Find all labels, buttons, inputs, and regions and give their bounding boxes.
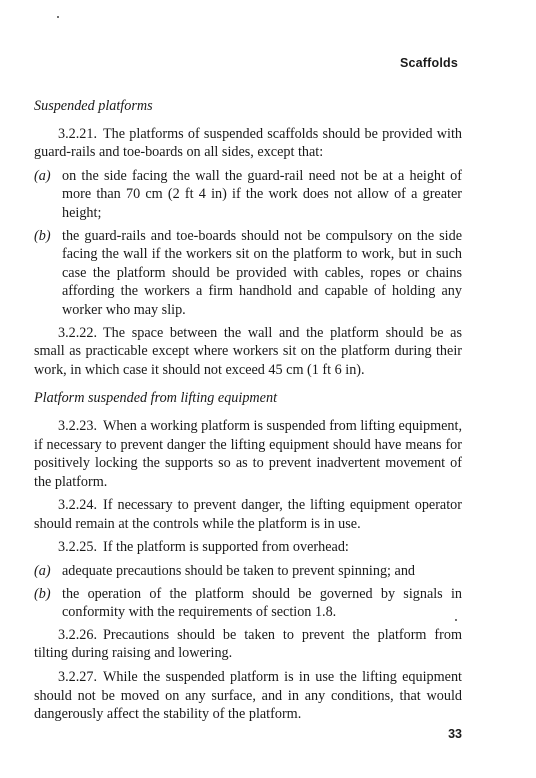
clause-text: The platforms of suspended scaffolds should be provided with guard-rails and toe-boards on all sides, except that:	[34, 125, 462, 161]
clause-text: While the suspended platform is in use the lifting equipment should not be moved on any surface, and in any conditions, that would dangerously affect the stability of the platform.	[34, 669, 462, 723]
item-text: adequate precautions should be taken to prevent spinning; and	[62, 563, 416, 580]
list-item	[34, 167, 462, 223]
list-item	[34, 585, 462, 622]
clause-text: When a working platform is suspended from lifting equipment, if necessary to prevent danger the lifting equipment should have means for positively locking the supports so as to prevent inadvertent movement of the platform.	[34, 417, 462, 490]
list-item	[34, 562, 462, 581]
clause-3-2-25	[34, 538, 462, 557]
clause-3-2-22	[34, 324, 462, 380]
print-speck	[57, 16, 59, 18]
item-label: (b)	[34, 227, 51, 244]
clause-number: 3.2.25.	[58, 539, 98, 556]
item-text: on the side facing the wall the guard-rail need not be at a height of more than 70 cm (2 ft 4 in) if the work does not allow of a greater height;	[62, 167, 462, 221]
clause-number: 3.2.21.	[58, 125, 98, 142]
clause-3-2-27	[34, 668, 462, 724]
clause-text: The space between the wall and the platform should be as small as practicable except where workers sit on the platform during their work, in which case it should not exceed 45 cm (1 ft 6 in).	[34, 324, 462, 378]
clause-number: 3.2.23.	[58, 417, 98, 434]
page-number: 33	[448, 727, 462, 741]
clause-3-2-24	[34, 496, 462, 533]
item-label: (a)	[34, 563, 51, 580]
item-text: the operation of the platform should be governed by signals in conformity with the requirements of section 1.8.	[62, 585, 462, 621]
clause-number: 3.2.24.	[58, 497, 98, 514]
clause-text: Precautions should be taken to prevent the platform from tilting during raising and lowering.	[34, 626, 462, 662]
item-label: (b)	[34, 585, 51, 602]
list-item	[34, 227, 462, 320]
clause-number: 3.2.27.	[58, 669, 98, 686]
page-body	[34, 97, 462, 729]
clause-number: 3.2.26.	[58, 626, 98, 643]
clause-3-2-21	[34, 125, 462, 162]
clause-number: 3.2.22.	[58, 324, 98, 341]
running-header: Scaffolds	[399, 56, 458, 70]
item-text: the guard-rails and toe-boards should not be compulsory on the side facing the wall if the workers sit on the platform to work, but in such case the platform should be provided with cables, ropes or chains affording the workers a firm handhold and capable of holding any worker who may slip.	[62, 227, 462, 318]
section-heading: Platform suspended from lifting equipment	[34, 390, 278, 407]
clause-3-2-26	[34, 626, 462, 663]
item-label: (a)	[34, 167, 51, 184]
section-heading: Suspended platforms	[34, 98, 153, 114]
clause-text: If necessary to prevent danger, the lifting equipment operator should remain at the controls while the platform is in use.	[34, 497, 462, 532]
clause-3-2-23	[34, 417, 462, 491]
clause-text: If the platform is supported from overhead:	[103, 539, 349, 556]
